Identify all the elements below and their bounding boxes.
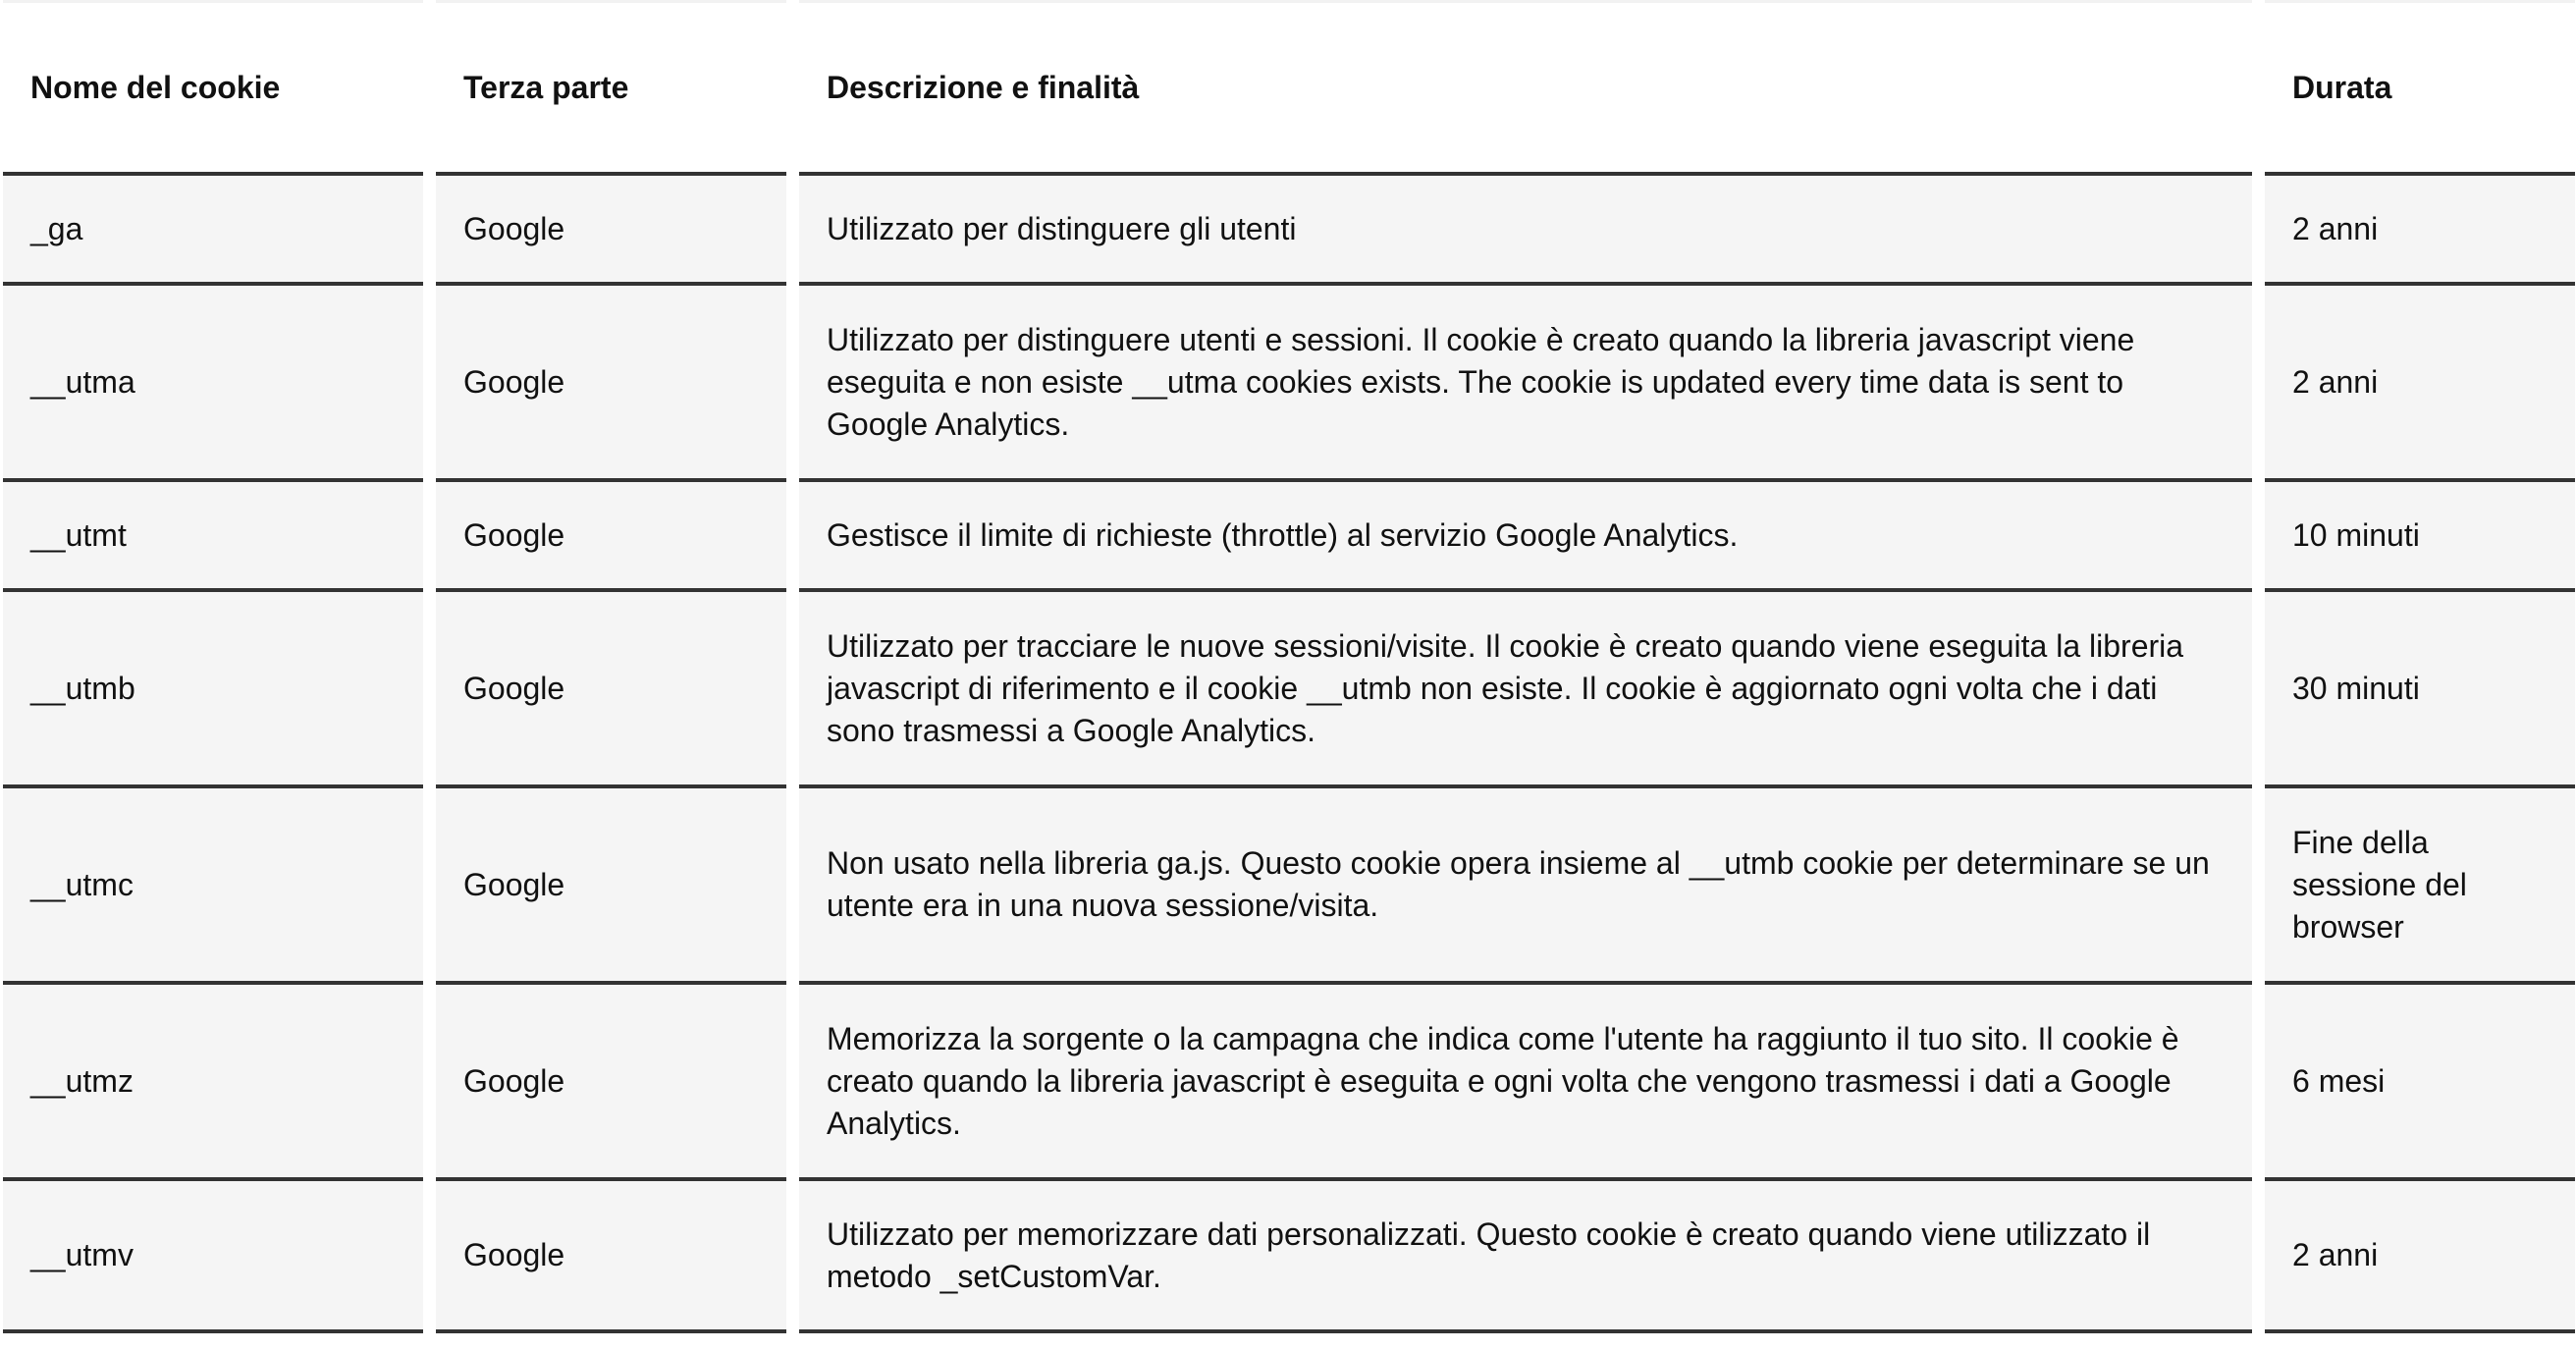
cell-duration: 2 anni — [2265, 176, 2575, 286]
cell-cookie-name: __utmt — [3, 482, 423, 592]
header-third-party: Terza parte — [436, 0, 786, 176]
cell-description: Memorizza la sorgente o la campagna che indica come l'utente ha raggiunto il tuo sito. Il cookie è creato quando la libreria javascript è eseguita e ogni volta che vengono trasmessi i dati a Google Analytics. — [799, 985, 2252, 1181]
cell-third-party: Google — [436, 482, 786, 592]
cell-description: Non usato nella libreria ga.js. Questo cookie opera insieme al __utmb cookie per determinare se un utente era in una nuova sessione/visita. — [799, 788, 2252, 985]
cell-third-party: Google — [436, 788, 786, 985]
cell-description: Gestisce il limite di richieste (throttle) al servizio Google Analytics. — [799, 482, 2252, 592]
cell-third-party: Google — [436, 286, 786, 482]
cell-third-party: Google — [436, 985, 786, 1181]
cell-duration: 6 mesi — [2265, 985, 2575, 1181]
cell-cookie-name: _ga — [3, 176, 423, 286]
cell-cookie-name: __utmb — [3, 592, 423, 788]
cell-duration: 2 anni — [2265, 286, 2575, 482]
table-row — [3, 788, 2575, 985]
header-cookie-name: Nome del cookie — [3, 0, 423, 176]
table-row — [3, 985, 2575, 1181]
cell-duration: 10 minuti — [2265, 482, 2575, 592]
cell-third-party: Google — [436, 1181, 786, 1333]
cell-cookie-name: __utmc — [3, 788, 423, 985]
table-row — [3, 176, 2575, 286]
cell-third-party: Google — [436, 176, 786, 286]
cell-cookie-name: __utmv — [3, 1181, 423, 1333]
cell-duration: 30 minuti — [2265, 592, 2575, 788]
cell-cookie-name: __utmz — [3, 985, 423, 1181]
cell-description: Utilizzato per distinguere gli utenti — [799, 176, 2252, 286]
cell-description: Utilizzato per distinguere utenti e sessioni. Il cookie è creato quando la libreria javascript viene eseguita e non esiste __utma cookies exists. The cookie is updated every time data is sent to Google Analytics. — [799, 286, 2252, 482]
header-duration: Durata — [2265, 0, 2575, 176]
cell-duration: Fine della sessione del browser — [2265, 788, 2575, 985]
cell-description: Utilizzato per tracciare le nuove sessioni/visite. Il cookie è creato quando viene eseguita la libreria javascript di riferimento e il cookie __utmb non esiste. Il cookie è aggiornato ogni volta che i dati sono trasmessi a Google Analytics. — [799, 592, 2252, 788]
cell-third-party: Google — [436, 592, 786, 788]
cell-cookie-name: __utma — [3, 286, 423, 482]
cell-description: Utilizzato per memorizzare dati personalizzati. Questo cookie è creato quando viene utilizzato il metodo _setCustomVar. — [799, 1181, 2252, 1333]
table-row — [3, 1181, 2575, 1333]
header-description: Descrizione e finalità — [799, 0, 2252, 176]
header-row — [3, 0, 2575, 176]
table-row — [3, 482, 2575, 592]
table-body — [3, 176, 2575, 1333]
table-row — [3, 286, 2575, 482]
table-header — [3, 0, 2575, 176]
table-row — [3, 592, 2575, 788]
cell-duration: 2 anni — [2265, 1181, 2575, 1333]
